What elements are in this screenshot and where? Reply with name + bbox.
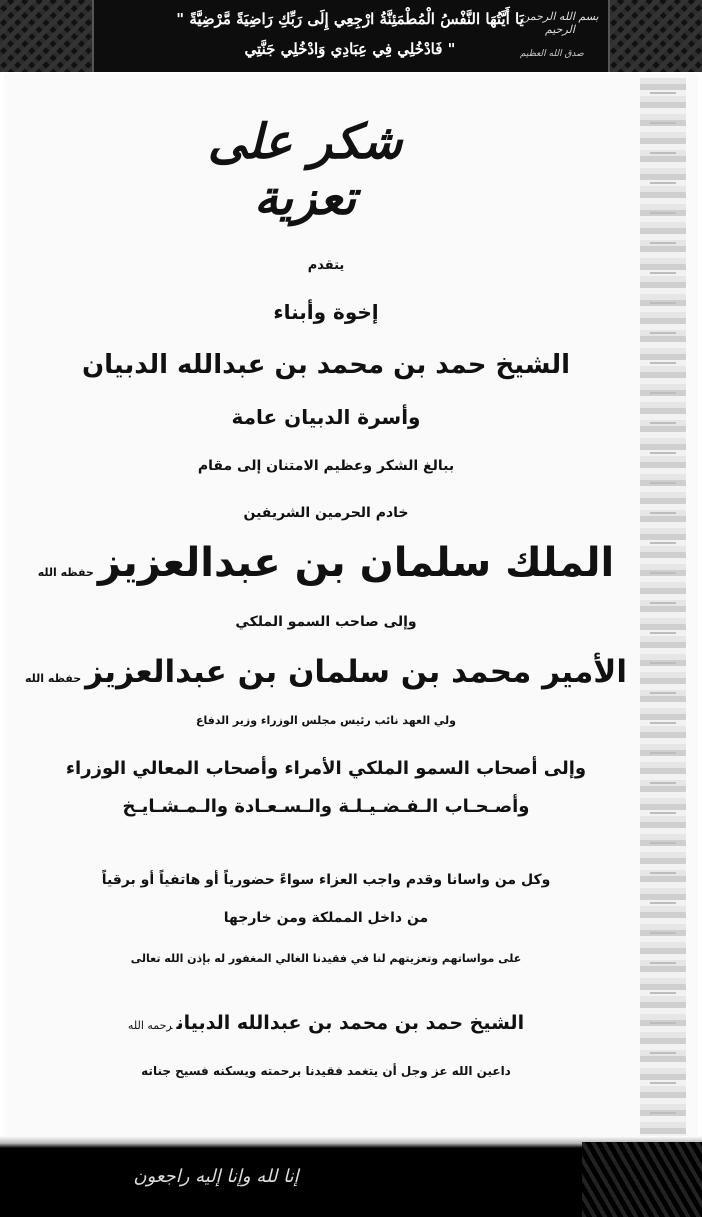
sadaqa-text: صدق الله العظيم bbox=[520, 49, 584, 59]
intro-line: يتقدم bbox=[307, 258, 345, 273]
thanks-line: ببالغ الشكر وعظيم الامتنان إلى مقام bbox=[197, 458, 455, 474]
king-name: الملك سلمان بن عبدالعزيز bbox=[97, 540, 615, 586]
prince-name: الأمير محمد بن سلمان بن عبدالعزيز bbox=[85, 654, 627, 690]
dignitaries-line: وأصـحـاب الـفـضـيـلـة والـسـعـادة والـمـشـايـخ bbox=[122, 796, 530, 817]
family-line: وأسرة الدبيان عامة bbox=[231, 405, 421, 429]
decorative-side-border bbox=[640, 78, 686, 1138]
page-title: شكر على تعزية bbox=[207, 114, 403, 226]
king-honor: حفظه الله bbox=[37, 566, 94, 579]
royal-highness-line: وإلى صاحب السمو الملكي bbox=[235, 614, 417, 630]
inside-outside-line: من داخل المملكة ومن خارجها bbox=[223, 910, 429, 926]
deceased-line bbox=[20, 1012, 632, 1034]
custodian-title: خادم الحرمين الشريفين bbox=[243, 505, 409, 521]
quran-verse-line-2: فَادْخُلِي فِي عِبَادِي وَادْخُلِي جَنَّتِي " bbox=[244, 40, 456, 58]
deceased-name: الشيخ حمد بن محمد بن عبدالله الدبيان bbox=[176, 1012, 525, 1034]
footer-verse: إنا لله وإنا إليه راجعون bbox=[133, 1166, 299, 1187]
deceased-honor: رحمه الله bbox=[127, 1019, 173, 1032]
prince-honor: حفظه الله bbox=[25, 672, 82, 685]
king-line bbox=[20, 540, 632, 586]
quran-verse-line-1: " يَا أَيَّتُهَا النَّفْسُ الْمُطْمَئِنَّةُ ارْجِعِي إِلَى رَبِّكِ رَاضِيَةً مَّرْضِيَّةً bbox=[176, 10, 524, 28]
princes-ministers-line: وإلى أصحاب السمو الملكي الأمراء وأصحاب المعالي الوزراء bbox=[65, 758, 587, 779]
announcement-body bbox=[20, 0, 632, 1217]
prince-title: ولي العهد نائب رئيس مجلس الوزراء وزير الدفاع bbox=[195, 714, 457, 727]
family-heading: إخوة وأبناء bbox=[273, 300, 379, 324]
consolation-line: على مواساتهم وتعزيتهم لنا في فقيدنا الغالي المغفور له بإذن الله تعالى bbox=[130, 952, 522, 965]
sheikh-name: الشيخ حمد بن محمد بن عبدالله الدبيان bbox=[81, 350, 571, 380]
condolers-line: وكل من واسانا وقدم واجب العزاء سواءً حضورياً أو هاتفياً أو برقياً bbox=[101, 872, 551, 888]
prince-line bbox=[20, 654, 632, 690]
basmala: بسم الله الرحمن الرحيم bbox=[521, 10, 599, 36]
closing-prayer: داعين الله عز وجل أن يتغمد فقيدنا برحمته ويسكنه فسيح جناته bbox=[141, 1064, 511, 1078]
